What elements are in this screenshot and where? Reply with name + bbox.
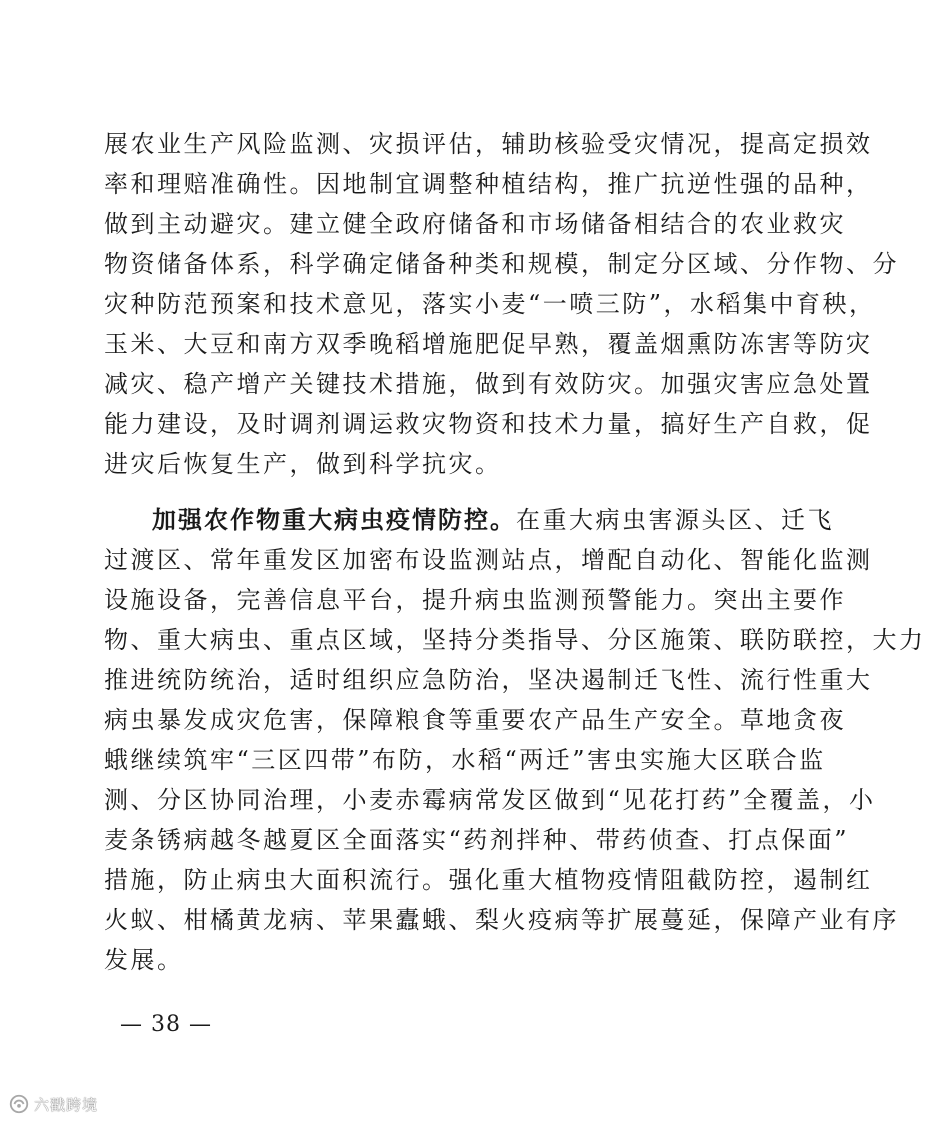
- text-line: 玉米、大豆和南方双季晚稻增施肥促早熟，覆盖烟熏防冻害等防灾: [104, 330, 873, 358]
- text-line: 麦条锈病越冬越夏区全面落实“药剂拌种、带药侦查、打点保面”: [104, 826, 850, 854]
- text-line: 能力建设，及时调剂调运救灾物资和技术力量，搞好生产自救，促: [104, 410, 873, 438]
- text-line: 做到主动避灾。建立健全政府储备和市场储备相结合的农业救灾: [104, 210, 846, 238]
- text-line: 措施，防止病虫大面积流行。强化重大植物疫情阻截防控，遏制红: [104, 866, 873, 894]
- text-line: 展农业生产风险监测、灾损评估，辅助核验受灾情况，提高定损效: [104, 130, 873, 158]
- text-line: 测、分区协同治理，小麦赤霉病常发区做到“见花打药”全覆盖，小: [104, 786, 876, 814]
- text-span: 在重大病虫害源头区、迁飞: [516, 506, 834, 534]
- watermark-text: 六戳跨境: [34, 1095, 99, 1114]
- text-line: 过渡区、常年重发区加密布设监测站点，增配自动化、智能化监测: [104, 546, 873, 574]
- text-line: 病虫暴发成灾危害，保障粮食等重要农产品生产安全。草地贪夜: [104, 706, 846, 734]
- text-line: 减灾、稳产增产关键技术措施，做到有效防灾。加强灾害应急处置: [104, 370, 873, 398]
- text-line: 率和理赔准确性。因地制宜调整种植结构，推广抗逆性强的品种，: [104, 170, 873, 198]
- paragraph-first-line: [152, 500, 834, 540]
- logo-icon: [8, 1093, 30, 1115]
- text-line: 灾种防范预案和技术意见，落实小麦“一喷三防”，水稻集中育秧，: [104, 290, 876, 318]
- text-line: 物、重大病虫、重点区域，坚持分类指导、分区施策、联防联控，大力: [104, 626, 926, 654]
- page-number: — 38 —: [120, 1012, 212, 1037]
- text-line: 推进统防统治，适时组织应急防治，坚决遏制迁飞性、流行性重大: [104, 666, 873, 694]
- text-line: 发展。: [104, 946, 184, 974]
- text-line: 物资储备体系，科学确定储备种类和规模，制定分区域、分作物、分: [104, 250, 899, 278]
- watermark: [8, 1092, 98, 1116]
- paragraph-heading: 加强农作物重大病虫疫情防控。: [152, 505, 516, 534]
- text-line: 设施设备，完善信息平台，提升病虫监测预警能力。突出主要作: [104, 586, 846, 614]
- text-line: 进灾后恢复生产，做到科学抗灾。: [104, 450, 502, 478]
- text-line: 蛾继续筑牢“三区四带”布防，水稻“两迁”害虫实施大区联合监: [104, 746, 826, 774]
- text-line: 火蚁、柑橘黄龙病、苹果蠹蛾、梨火疫病等扩展蔓延，保障产业有序: [104, 906, 899, 934]
